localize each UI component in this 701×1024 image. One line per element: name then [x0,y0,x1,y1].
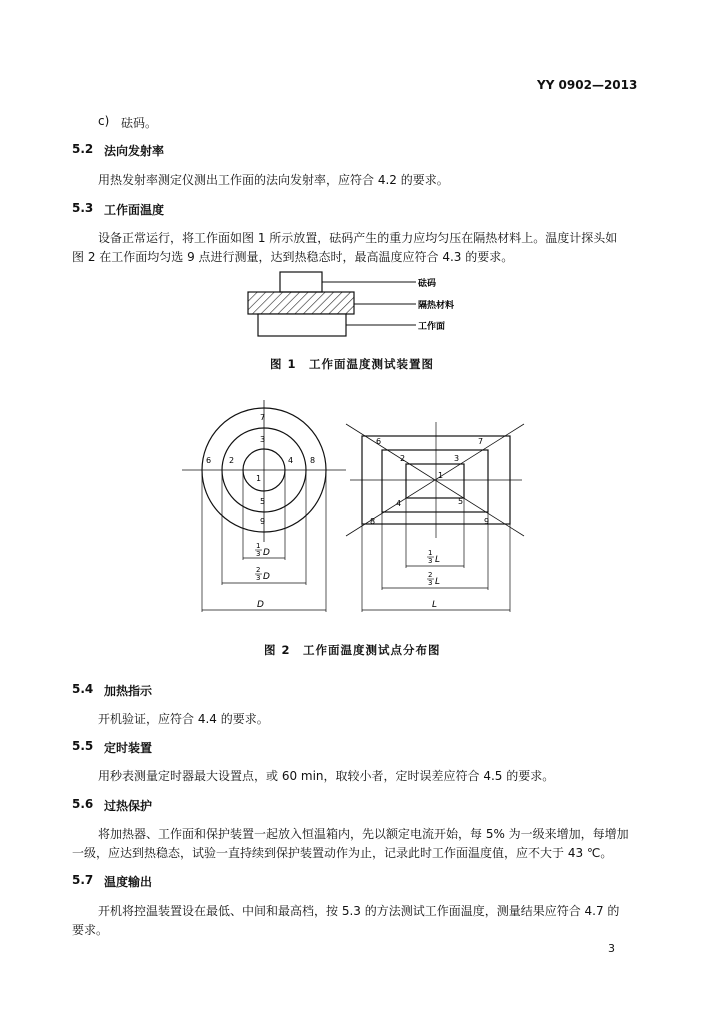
figure-1-diagram [230,268,470,342]
label-L: L [432,600,438,610]
section-5-2-body: 用热发射率测定仪测出工作面的法向发射率，应符合 4.2 的要求。 [98,173,449,187]
svg-text:2: 2 [428,571,433,579]
section-5-7-body-line2: 要求。 [72,923,109,937]
section-5-3-title: 工作面温度 [104,203,165,217]
svg-text:1: 1 [428,549,433,557]
section-5-2-number: 5.2 [72,142,94,156]
square-point-8: 8 [370,517,376,526]
section-5-7-number: 5.7 [72,873,94,887]
svg-text:1: 1 [256,542,261,550]
section-5-4-title: 加热指示 [104,684,153,698]
section-5-6-body-line2: 一级，应达到热稳态，试验一直持续到保护装置动作为止，记录此时工作面温度值，应不大于 43 ℃。 [72,846,613,860]
circle-point-3: 3 [260,435,266,444]
circle-point-6: 6 [206,456,212,465]
circle-point-4: 4 [288,456,294,465]
section-5-5-title: 定时装置 [104,741,153,755]
square-point-5: 5 [458,497,464,506]
insulation-layer [248,292,354,314]
square-point-3: 3 [454,454,460,463]
section-5-4-number: 5.4 [72,682,94,696]
section-5-6-body-line1: 将加热器、工作面和保护装置一起放入恒温箱内，先以额定电流开始，每 5% 为一级来增加，每增加 [98,827,629,841]
doc-code: YY 0902—2013 [537,78,638,92]
svg-text:3: 3 [256,550,261,558]
svg-text:3: 3 [256,574,261,582]
section-5-2-title: 法向发射率 [104,144,165,158]
work-surface-plate [258,314,346,336]
circle-layout [182,400,346,612]
label-insulation: 隔热材料 [418,301,455,311]
item-c-label: c) [98,114,110,128]
section-5-5-body: 用秒表测量定时器最大设置点，或 60 min，取较小者，定时误差应符合 4.5 的要求。 [98,769,555,783]
weight-block [280,272,322,292]
section-5-5-number: 5.5 [72,739,94,753]
circle-point-1: 1 [256,474,262,483]
section-5-7-body-line1: 开机将控温装置设在最低、中间和最高档，按 5.3 的方法测试工作面温度，测量结果应符合 4.7 的 [98,904,620,918]
section-5-3-body-line2: 图 2 在工作面均匀选 9 点进行测量，达到热稳态时，最高温度应符合 4.3 的要求。 [72,250,514,264]
circle-point-9: 9 [260,517,266,526]
label-surface: 工作面 [418,322,446,332]
square-point-9: 9 [484,517,490,526]
section-5-3-body-line1: 设备正常运行，将工作面如图 1 所示放置，砝码产生的重力应均匀压在隔热材料上。温度计探头如 [98,231,618,245]
label-two-third-D: D [263,572,270,582]
square-point-7: 7 [478,437,484,446]
figure-1-caption: 图 1 工作面温度测试装置图 [270,357,435,371]
label-weight: 砝码 [418,279,437,289]
page-number: 3 [608,942,615,955]
svg-text:2: 2 [256,566,261,574]
square-point-2: 2 [400,454,406,463]
square-point-4: 4 [396,499,402,508]
circle-point-7: 7 [260,413,266,422]
section-5-7-title: 温度输出 [104,875,153,889]
figure-2-caption: 图 2 工作面温度测试点分布图 [264,643,441,657]
circle-point-5: 5 [260,497,266,506]
item-c-text: 砝码。 [121,116,158,130]
label-third-D: D [263,548,270,558]
section-5-3-number: 5.3 [72,201,94,215]
figure-2-diagram [170,400,530,628]
circle-point-8: 8 [310,456,316,465]
section-5-4-body: 开机验证，应符合 4.4 的要求。 [98,712,269,726]
svg-text:3: 3 [428,579,433,587]
svg-text:3: 3 [428,557,433,565]
section-5-6-title: 过热保护 [104,799,153,813]
label-third-L: L [435,555,441,565]
label-D: D [257,600,264,610]
section-5-6-number: 5.6 [72,797,94,811]
circle-point-2: 2 [229,456,235,465]
label-two-third-L: L [435,577,441,587]
square-point-6: 6 [376,437,382,446]
square-point-1: 1 [438,471,444,480]
square-layout [346,422,524,612]
